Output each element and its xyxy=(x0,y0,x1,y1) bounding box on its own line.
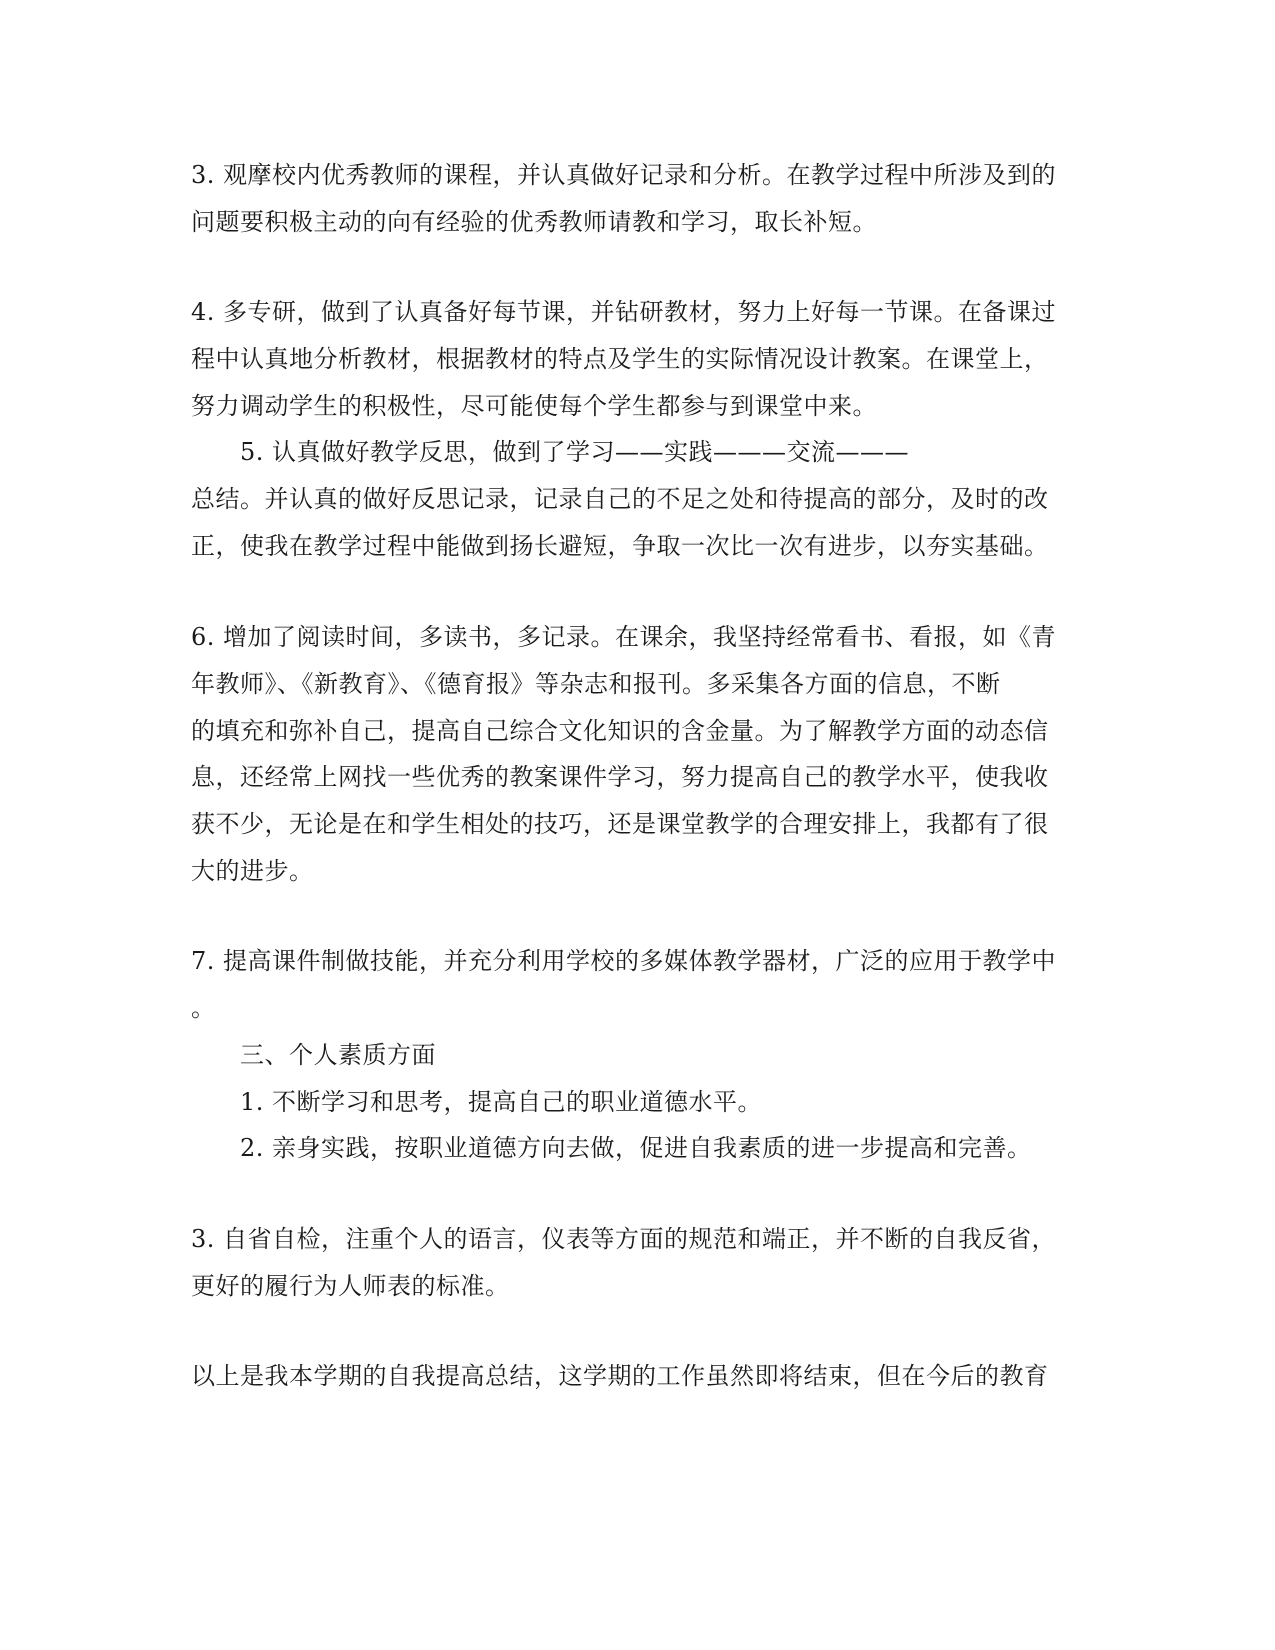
paragraph-5-line-1: 5. 认真做好教学反思，做到了学习——实践———交流——— xyxy=(240,438,910,466)
paragraph-6-line-6: 大的进步。 xyxy=(191,857,314,885)
paragraph-7-line-1: 7. 提高课件制做技能，并充分利用学校的多媒体教学器材，广泛的应用于教学中 xyxy=(191,947,1057,975)
paragraph-4-line-3: 努力调动学生的积极性，尽可能使每个学生都参与到课堂中来。 xyxy=(191,392,877,420)
paragraph-6-line-4: 息，还经常上网找一些优秀的教案课件学习，努力提高自己的教学水平，使我收 xyxy=(191,763,1049,791)
quality-item-1: 1. 不断学习和思考，提高自己的职业道德水平。 xyxy=(240,1088,763,1116)
conclusion-line-1: 以上是我本学期的自我提高总结，这学期的工作虽然即将结束，但在今后的教育 xyxy=(191,1362,1049,1390)
paragraph-6-line-1: 6. 增加了阅读时间，多读书，多记录。在课余，我坚持经常看书、看报，如《青 xyxy=(191,623,1057,651)
quality-item-3-line-2: 更好的履行为人师表的标准。 xyxy=(191,1272,510,1300)
paragraph-5-line-2: 总结。并认真的做好反思记录，记录自己的不足之处和待提高的部分，及时的改 xyxy=(191,485,1049,513)
paragraph-6-line-5: 获不少，无论是在和学生相处的技巧，还是课堂教学的合理安排上，我都有了很 xyxy=(191,810,1049,838)
paragraph-6-line-3: 的填充和弥补自己，提高自己综合文化知识的含金量。为了解教学方面的动态信 xyxy=(191,717,1049,745)
paragraph-3-line-2: 问题要积极主动的向有经验的优秀教师请教和学习，取长补短。 xyxy=(191,208,877,236)
paragraph-6-line-2: 年教师》、《新教育》、《德育报》等杂志和报刊。多采集各方面的信息，不断 xyxy=(191,670,1001,698)
paragraph-3-line-1: 3. 观摩校内优秀教师的课程，并认真做好记录和分析。在教学过程中所涉及到的 xyxy=(191,161,1057,189)
paragraph-4-line-1: 4. 多专研，做到了认真备好每节课，并钻研教材，努力上好每一节课。在备课过 xyxy=(191,298,1057,326)
paragraph-5-line-3: 正，使我在教学过程中能做到扬长避短，争取一次比一次有进步，以夯实基础。 xyxy=(191,532,1049,560)
section-heading: 三、个人素质方面 xyxy=(240,1041,436,1069)
paragraph-7-line-2: 。 xyxy=(191,994,216,1022)
quality-item-3-line-1: 3. 自省自检，注重个人的语言，仪表等方面的规范和端正，并不断的自我反省， xyxy=(191,1225,1057,1253)
quality-item-2: 2. 亲身实践，按职业道德方向去做，促进自我素质的进一步提高和完善。 xyxy=(240,1134,1032,1162)
paragraph-4-line-2: 程中认真地分析教材，根据教材的特点及学生的实际情况设计教案。在课堂上， xyxy=(191,345,1049,373)
